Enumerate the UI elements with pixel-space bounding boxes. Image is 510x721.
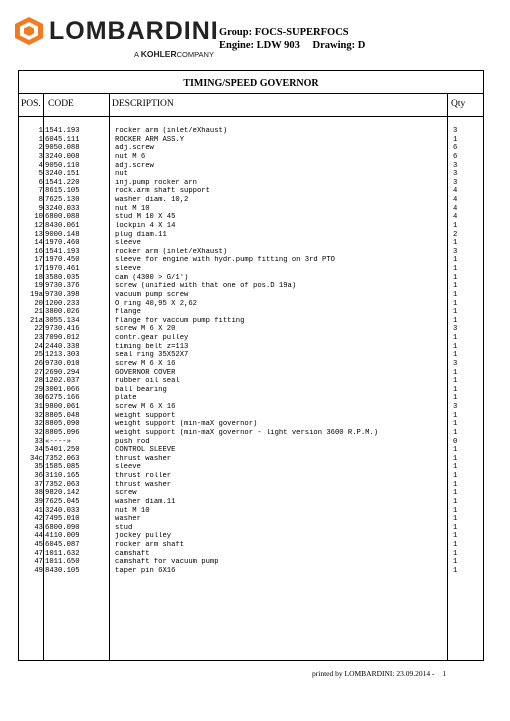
description-cell: screw M 6 X 16: [115, 403, 176, 411]
code-cell: 1970.461: [45, 265, 80, 273]
code-cell: 1200.233: [45, 299, 80, 308]
code-cell: 9050.110: [45, 161, 80, 170]
description-cell: cam (4300 > G/1'): [115, 273, 189, 282]
code-cell: 6045.111: [45, 135, 80, 144]
pos-cell: 41: [34, 506, 43, 515]
code-cell: 6275.166: [45, 394, 80, 403]
table-row: [19, 239, 483, 248]
qty-cell: 3: [453, 178, 458, 187]
table-row: [19, 248, 483, 257]
qty-cell: 2: [453, 230, 458, 239]
code-cell: 1541.193: [45, 247, 80, 256]
title-divider: [19, 93, 483, 94]
qty-cell: 1: [453, 454, 458, 463]
description-cell: nut M 10: [115, 204, 150, 213]
qty-cell: 1: [453, 290, 458, 299]
qty-cell: 1: [453, 221, 458, 230]
logo-wordmark: LOMBARDINI: [49, 17, 219, 45]
table-row: [19, 334, 483, 343]
description-cell: rocker arm (inlet/eXhaust): [115, 127, 228, 135]
code-cell: 9050.088: [45, 144, 80, 153]
table-row: [19, 386, 483, 395]
table-row: [19, 515, 483, 524]
qty-cell: 1: [453, 351, 458, 360]
table-title: TIMING/SPEED GOVERNOR: [183, 78, 319, 89]
qty-cell: 1: [453, 506, 458, 515]
code-cell: 7625.045: [45, 497, 80, 506]
pos-cell: 39: [34, 497, 43, 506]
column-header-description: DESCRIPTION: [112, 99, 174, 109]
description-cell: rocker arm shaft: [115, 541, 185, 549]
pos-cell: 1: [38, 127, 43, 135]
pos-cell: 22: [34, 325, 43, 334]
table-row: [19, 438, 483, 447]
code-cell: 9000.148: [45, 230, 80, 239]
qty-cell: 1: [453, 446, 458, 455]
code-cell: 3055.134: [45, 316, 80, 325]
lombardini-logo: [14, 16, 244, 59]
print-footer: [312, 669, 446, 678]
description-cell: nut M 10: [115, 506, 150, 515]
description-cell: nut M 6: [115, 152, 146, 161]
qty-cell: 1: [453, 515, 458, 524]
qty-cell: 1: [453, 368, 458, 377]
pos-cell: 47: [34, 549, 43, 558]
table-row: [19, 325, 483, 334]
pos-cell: 19: [34, 282, 43, 291]
table-row: [19, 300, 483, 309]
pos-cell: 35: [34, 463, 43, 472]
qty-cell: 1: [453, 377, 458, 386]
table-row: [19, 524, 483, 533]
table-row: [19, 360, 483, 369]
description-cell: O ring 40,95 X 2,62: [115, 299, 197, 308]
pos-cell: 18: [34, 273, 43, 282]
pos-cell: 42: [34, 515, 43, 524]
description-cell: thrust washer: [115, 480, 172, 489]
group-label: Group:: [219, 27, 253, 38]
table-row: [19, 567, 483, 576]
table-row: [19, 153, 483, 162]
code-cell: 7495.010: [45, 515, 80, 524]
code-cell: 3001.066: [45, 385, 80, 394]
qty-cell: 1: [453, 497, 458, 506]
lombardini-logo-icon: [14, 16, 44, 46]
description-cell: washer diam.11: [115, 497, 176, 506]
table-row: [19, 481, 483, 490]
code-cell: 1213.303: [45, 351, 80, 360]
description-cell: adj.screw: [115, 144, 154, 153]
code-cell: 3800.026: [45, 308, 80, 317]
qty-cell: 1: [453, 428, 458, 437]
page-number: 1: [442, 669, 447, 678]
description-cell: weight support: [115, 411, 176, 420]
description-cell: sleeve: [115, 265, 141, 273]
description-cell: rubber oil seal: [115, 377, 180, 386]
code-cell: 8615.105: [45, 187, 80, 196]
table-row: [19, 429, 483, 438]
table-row: [19, 394, 483, 403]
pos-cell: 6: [38, 178, 43, 187]
engine-line: [219, 40, 365, 52]
description-cell: GOVERNOR COVER: [115, 368, 176, 377]
description-cell: screw (unified with that one of pos.D 19a): [115, 282, 297, 291]
code-cell: 2440.338: [45, 342, 80, 351]
table-row: [19, 550, 483, 559]
qty-cell: 1: [453, 411, 458, 420]
engine-value: LDW 903: [256, 40, 300, 51]
description-cell: push rod: [115, 437, 150, 446]
code-cell: 8805.096: [45, 428, 80, 437]
table-row: [19, 291, 483, 300]
qty-cell: 1: [453, 135, 458, 144]
qty-cell: 1: [453, 489, 458, 498]
description-cell: contr.gear pulley: [115, 334, 189, 342]
pos-cell: 17: [34, 256, 43, 265]
code-cell: 1011.632: [45, 549, 80, 558]
description-cell: screw M 6 X 16: [115, 359, 176, 368]
pos-cell: 12: [34, 221, 43, 230]
code-cell: 3240.033: [45, 204, 80, 213]
qty-cell: 1: [453, 420, 458, 429]
pos-cell: 7: [38, 187, 43, 196]
description-cell: sleeve for engine with hydr.pump fitting on 3rd PTO: [115, 256, 335, 265]
logo-tagline: A KOHLERCOMPANY: [134, 49, 214, 59]
pos-cell: 14: [34, 239, 43, 248]
pos-cell: 32: [34, 411, 43, 420]
table-row: [19, 558, 483, 567]
table-row: [19, 317, 483, 326]
pos-cell: 17: [34, 265, 43, 273]
description-cell: taper pin 6X16: [115, 566, 176, 575]
pos-cell: 44: [34, 532, 43, 541]
description-cell: nut: [115, 170, 128, 179]
group-line: [219, 27, 349, 39]
qty-cell: 3: [453, 247, 458, 256]
qty-cell: 1: [453, 239, 458, 248]
table-row: [19, 205, 483, 214]
column-header-qty: Qty: [451, 99, 466, 109]
qty-cell: 1: [453, 316, 458, 325]
code-cell: 7090.012: [45, 334, 80, 342]
pos-cell: 31: [34, 403, 43, 411]
table-row: [19, 472, 483, 481]
pos-cell: 24: [34, 342, 43, 351]
qty-cell: 1: [453, 523, 458, 532]
description-cell: screw M 6 X 20: [115, 325, 176, 334]
pos-cell: 4: [38, 161, 43, 170]
pos-cell: 21a: [30, 316, 43, 325]
qty-cell: 1: [453, 385, 458, 394]
description-cell: thrust roller: [115, 472, 172, 480]
column-header-code: CODE: [48, 99, 74, 109]
pos-cell: 38: [34, 489, 43, 498]
code-cell: 6800.088: [45, 213, 80, 222]
pos-cell: 37: [34, 480, 43, 489]
description-cell: washer: [115, 515, 141, 524]
qty-cell: 3: [453, 170, 458, 179]
code-cell: «----»: [45, 437, 71, 446]
pos-cell: 1: [38, 135, 43, 144]
table-row: [19, 369, 483, 378]
parts-table: [18, 70, 484, 661]
description-cell: inj.pump rocker arn: [115, 178, 197, 187]
pos-cell: 49: [34, 566, 43, 575]
pos-cell: 47: [34, 558, 43, 567]
table-row: [19, 144, 483, 153]
table-row: [19, 231, 483, 240]
pos-cell: 23: [34, 334, 43, 342]
qty-cell: 1: [453, 308, 458, 317]
description-cell: washer diam. 10,2: [115, 196, 189, 204]
qty-cell: 1: [453, 342, 458, 351]
qty-cell: 1: [453, 273, 458, 282]
qty-cell: 1: [453, 549, 458, 558]
table-row: [19, 463, 483, 472]
table-row: [19, 187, 483, 196]
pos-cell: 30: [34, 394, 43, 403]
code-cell: 9820.142: [45, 489, 80, 498]
qty-cell: 1: [453, 299, 458, 308]
table-row: [19, 308, 483, 317]
qty-cell: 4: [453, 196, 458, 204]
code-cell: 9800.061: [45, 403, 80, 411]
code-cell: 8805.048: [45, 411, 80, 420]
description-cell: seal ring 35X52X7: [115, 351, 189, 360]
table-row: [19, 127, 483, 136]
description-cell: plug diam.11: [115, 230, 167, 239]
code-cell: 1202.037: [45, 377, 80, 386]
pos-cell: 28: [34, 377, 43, 386]
table-row: [19, 455, 483, 464]
qty-cell: 3: [453, 359, 458, 368]
description-cell: weight support (min-maX governor - light version 3600 R.P.M.): [115, 428, 379, 437]
description-cell: vacuum pump screw: [115, 290, 189, 299]
table-row: [19, 377, 483, 386]
description-cell: stud M 10 X 45: [115, 213, 176, 222]
code-cell: 3110.165: [45, 472, 80, 480]
code-cell: 6800.090: [45, 523, 80, 532]
code-cell: 9730.010: [45, 359, 80, 368]
description-cell: plate: [115, 394, 137, 403]
description-cell: thrust washer: [115, 454, 172, 463]
pos-cell: 10: [34, 213, 43, 222]
drawing-label: Drawing:: [312, 40, 356, 51]
description-cell: flange for vaccum pump fitting: [115, 316, 245, 325]
table-body: [19, 127, 483, 576]
description-cell: screw: [115, 489, 137, 498]
pos-cell: 32: [34, 428, 43, 437]
code-cell: 8430.105: [45, 566, 80, 575]
qty-cell: 1: [453, 558, 458, 567]
description-cell: sleeve: [115, 239, 141, 248]
table-row: [19, 351, 483, 360]
table-row: [19, 179, 483, 188]
pos-cell: 20: [34, 299, 43, 308]
description-cell: rocker arm (inlet/eXhaust): [115, 247, 228, 256]
pos-cell: 25: [34, 351, 43, 360]
qty-cell: 6: [453, 152, 458, 161]
code-cell: 3240.008: [45, 152, 80, 161]
code-cell: 3580.035: [45, 273, 80, 282]
description-cell: adj.screw: [115, 161, 154, 170]
table-row: [19, 489, 483, 498]
qty-cell: 1: [453, 334, 458, 342]
pos-cell: 36: [34, 472, 43, 480]
code-cell: 1011.650: [45, 558, 80, 567]
table-row: [19, 403, 483, 412]
code-cell: 2690.294: [45, 368, 80, 377]
code-cell: 8805.090: [45, 420, 80, 429]
pos-cell: 21: [34, 308, 43, 317]
code-cell: 5401.250: [45, 446, 80, 455]
pos-cell: 43: [34, 523, 43, 532]
description-cell: sleeve: [115, 463, 141, 472]
qty-cell: 1: [453, 480, 458, 489]
code-cell: 1970.460: [45, 239, 80, 248]
table-row: [19, 498, 483, 507]
footer-separator: -: [432, 669, 435, 678]
description-cell: ball bearing: [115, 385, 167, 394]
table-row: [19, 420, 483, 429]
description-cell: weight support (min-maX governor): [115, 420, 258, 429]
engine-label: Engine:: [219, 40, 255, 51]
group-value: FOCS-SUPERFOCS: [254, 27, 349, 38]
description-cell: rock.arm shaft support: [115, 187, 210, 196]
code-cell: 3240.151: [45, 170, 80, 179]
column-header-pos: POS.: [21, 99, 41, 109]
code-cell: 1541.193: [45, 127, 80, 135]
qty-cell: 1: [453, 256, 458, 265]
pos-cell: 13: [34, 230, 43, 239]
pos-cell: 9: [38, 204, 43, 213]
pos-cell: 3: [38, 152, 43, 161]
header-divider: [19, 116, 483, 117]
description-cell: camshaft: [115, 549, 150, 558]
qty-cell: 1: [453, 282, 458, 291]
table-row: [19, 412, 483, 421]
pos-cell: 33: [34, 437, 43, 446]
table-row: [19, 541, 483, 550]
pos-cell: 8: [38, 196, 43, 204]
code-cell: 9730.398: [45, 290, 80, 299]
description-cell: jockey pulley: [115, 532, 172, 541]
table-row: [19, 170, 483, 179]
code-cell: 9730.376: [45, 282, 80, 291]
print-date: 23.09.2014: [396, 669, 431, 678]
table-row: [19, 343, 483, 352]
pos-cell: 5: [38, 170, 43, 179]
pos-cell: 45: [34, 541, 43, 549]
qty-cell: 6: [453, 144, 458, 153]
qty-cell: 3: [453, 325, 458, 334]
pos-cell: 2: [38, 144, 43, 153]
pos-cell: 34c: [30, 454, 43, 463]
code-cell: 7352.063: [45, 454, 80, 463]
table-row: [19, 162, 483, 171]
description-cell: flange: [115, 308, 141, 317]
drawing-value: D: [357, 40, 366, 51]
code-cell: 1585.085: [45, 463, 80, 472]
table-row: [19, 446, 483, 455]
pos-cell: 29: [34, 385, 43, 394]
printed-by: printed by LOMBARDINI:: [312, 669, 395, 678]
qty-cell: 1: [453, 394, 458, 403]
code-cell: 7625.130: [45, 196, 80, 204]
table-row: [19, 136, 483, 145]
pos-cell: 16: [34, 247, 43, 256]
code-cell: 7352.063: [45, 480, 80, 489]
table-row: [19, 274, 483, 283]
description-cell: timing belt z=113: [115, 342, 189, 351]
code-cell: 1541.220: [45, 178, 80, 187]
code-cell: 8430.061: [45, 221, 80, 230]
table-row: [19, 265, 483, 274]
table-row: [19, 256, 483, 265]
qty-cell: 3: [453, 403, 458, 411]
description-cell: camshaft for vacuum pump: [115, 558, 219, 567]
qty-cell: 1: [453, 566, 458, 575]
description-cell: lockpin 4 X 14: [115, 221, 176, 230]
qty-cell: 0: [453, 437, 458, 446]
qty-cell: 4: [453, 213, 458, 222]
qty-cell: 3: [453, 127, 458, 135]
code-cell: 4110.009: [45, 532, 80, 541]
table-row: [19, 213, 483, 222]
table-row: [19, 532, 483, 541]
qty-cell: 4: [453, 187, 458, 196]
table-row: [19, 507, 483, 516]
pos-cell: 27: [34, 368, 43, 377]
pos-cell: 32: [34, 420, 43, 429]
pos-cell: 19a: [30, 290, 43, 299]
qty-cell: 1: [453, 532, 458, 541]
qty-cell: 1: [453, 472, 458, 480]
code-cell: 9730.416: [45, 325, 80, 334]
code-cell: 3240.033: [45, 506, 80, 515]
pos-cell: 26: [34, 359, 43, 368]
table-row: [19, 282, 483, 291]
code-cell: 6045.087: [45, 541, 80, 549]
table-row: [19, 196, 483, 205]
qty-cell: 4: [453, 204, 458, 213]
qty-cell: 1: [453, 541, 458, 549]
qty-cell: 1: [453, 463, 458, 472]
table-row: [19, 222, 483, 231]
pos-cell: 34: [34, 446, 43, 455]
qty-cell: 3: [453, 161, 458, 170]
description-cell: stud: [115, 523, 133, 532]
description-cell: CONTROL SLEEVE: [115, 446, 176, 455]
code-cell: 1970.450: [45, 256, 80, 265]
description-cell: ROCKER ARM ASS.Y: [115, 135, 185, 144]
qty-cell: 1: [453, 265, 458, 273]
